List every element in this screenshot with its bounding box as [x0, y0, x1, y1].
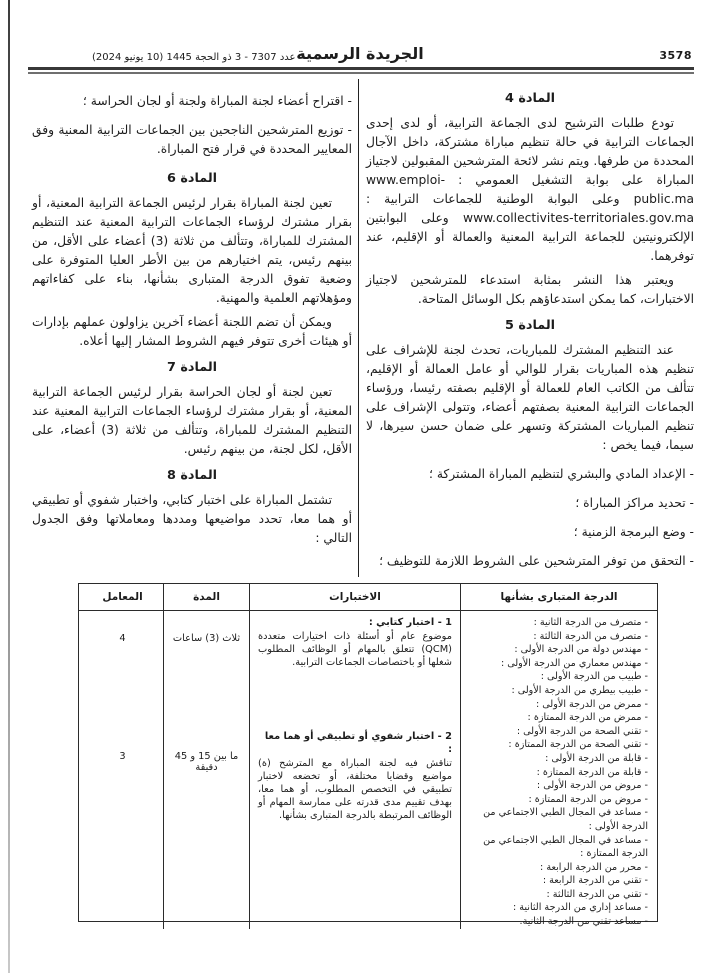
grade-line: - مهندس معماري من الدرجة الأولى :: [500, 657, 648, 669]
grade-line: - مساعد تقني من الدرجة الثانية.: [519, 916, 648, 928]
gazette-title: الجريدة الرسمية: [296, 44, 424, 63]
scan-edge-line: [8, 0, 10, 973]
tests-cell: [249, 611, 460, 929]
article-4-paragraph-1: تودع طلبات الترشيح لدى الجماعة الترابية، أو لدى إحدى الجماعات الترابية في حالة تنظيم مباراة مشتركة، داخل الآجال المحددة من طرفها. ويتم نشر لائحة المترشحين المقبولين لاجتياز المباراة على بوابة التشغيل العمومي : www.emploi-public.ma وعلى البوابة الوطنية للجماعات الترابية : www.collectivites-territoriales.gov.ma وعلى البوابتين الإلكترونيتين للجماعة الترابية المعنية والعمالة أو الإقليم، عند توفرهما.: [366, 116, 694, 263]
written-test-description: موضوع عام أو أسئلة ذات اختيارات متعددة (QCM) تتعلق بالمهام أو الوظائف المطلوب شغلها أو باختصاصات الجماعات الترابية.: [258, 631, 452, 669]
duration-written: ثلاث (3) ساعات: [172, 633, 241, 644]
list-item: - تحديد مراكز المباراة ؛: [575, 496, 694, 510]
article-6-paragraph-2: ويمكن أن تضم اللجنة أعضاء آخرين يزاولون عملهم بإدارات أو هيئات أخرى تتوفر فيهم الشروط المشار إليها أعلاه.: [32, 315, 352, 348]
grade-line: - مساعد إداري من الدرجة الثانية :: [512, 902, 648, 914]
article-5-paragraph-1: عند التنظيم المشترك للمباريات، تحدث لجنة للإشراف على تنظيم هذه المباريات بقرار للوالي أو عامل العمالة أو الإقليم، تتألف من الكاتب العام للعمالة أو الإقليم بصفته رئيسا، ورؤساء الجماعات الترابية المعنية بصفتهم أعضاء، وتتولى الإشراف على تنظيم المباريات المشتركة وتسهر على ضمان حسن سيرها، لا سيما، فيما يخص :: [366, 343, 694, 452]
article-8-heading: المادة 8: [166, 468, 218, 483]
oral-test-block: [258, 730, 452, 823]
grade-line: - تقني الصحة من الدرجة الممتازة :: [508, 739, 648, 751]
grade-line: - قابلة من الدرجة الأولى :: [545, 752, 648, 764]
grade-line: - تقني من الدرجة الثالثة :: [546, 888, 648, 900]
grade-line: - مهندس دولة من الدرجة الأولى :: [514, 644, 648, 656]
oral-test-description: تناقش فيه لجنة المباراة مع المترشح (ة) مواضيع وقضايا مختلفة، أو تخضعه لاختبار تطبيقي في التخصص المطلوب، أو هما معا، بهدف تقييم مدى قدرته على ممارسة المهام أو الوظائف المرتبطة بالدرجة المتبارى بشأنها.: [258, 757, 452, 822]
article-4-heading: المادة 4: [504, 91, 556, 106]
list-item: - توزيع المترشحين الناجحين بين الجماعات الترابية المعنية وفق المعايير المحددة في قرار فتح المباراة.: [32, 123, 352, 156]
table-header-row: [79, 584, 657, 611]
written-test-title: 1 - اختبار كتابي :: [368, 617, 452, 628]
header-rule: [28, 67, 694, 74]
table-header-grade: الدرجة المتبارى بشأنها: [460, 584, 657, 610]
written-test-block: [258, 616, 452, 670]
grades-cell: [460, 611, 657, 929]
grade-line: - قابلة من الدرجة الممتازة :: [536, 766, 648, 778]
column-left: [32, 82, 352, 553]
grade-line: - طبيب من الدرجة الأولى :: [540, 671, 648, 683]
coefficient-cell: [82, 611, 163, 929]
article-6-paragraph-1: تعين لجنة المباراة بقرار لرئيس الجماعة الترابية المعنية، أو بقرار مشترك لرؤساء الجماعات الترابية المعنية عند التنظيم المشترك للمباراة، وتتألف من ثلاثة (3) أعضاء على الأقل، من بينهم رئيس، يتم اختيارهم من بين الأطر العليا المتوفرة على وضعية تفوق الدرجة المتبارى بشأنها، بناء على كفاءاتهم ومؤهلاتهم العلمية والمهنية.: [32, 196, 352, 305]
coefficient-oral: 3: [119, 751, 126, 762]
table-header-coefficient: المعامل: [102, 591, 143, 603]
article-4-paragraph-2: ويعتبر هذا النشر بمثابة استدعاء للمترشحين لاجتياز الاختبارات، كما يمكن استدعاؤهم بكل الوسائل المتاحة.: [366, 273, 694, 306]
oral-test-title: 2 - اختبار شفوي أو تطبيقي أو هما معا :: [264, 730, 452, 755]
list-item: - وضع البرمجة الزمنية ؛: [573, 525, 694, 539]
coefficient-written: 4: [119, 633, 126, 644]
article-5-heading: المادة 5: [504, 318, 556, 333]
grade-line: - تقني من الدرجة الرابعة :: [542, 875, 648, 887]
list-item: - التحقق من توفر المترشحين على الشروط اللازمة للتوظيف ؛: [379, 554, 694, 568]
grade-line: - ممرض من الدرجة الأولى :: [536, 698, 648, 710]
list-item: - الإعداد المادي والبشري لتنظيم المباراة المشتركة ؛: [429, 467, 694, 481]
grade-line: - متصرف من الدرجة الثالثة :: [533, 630, 648, 642]
article-7-paragraph-1: تعين لجنة أو لجان الحراسة بقرار لرئيس الجماعة الترابية المعنية، أو بقرار مشترك لرؤساء الجماعات الترابية المعنية عند التنظيم المشترك للمباراة، وتتألف من ثلاثة (3) أعضاء، على الأقل، لكل لجنة، من بينهم رئيس.: [32, 385, 352, 456]
grade-line: - طبيب بيطري من الدرجة الأولى :: [511, 684, 648, 696]
table-header-tests: الاختبارات: [249, 584, 460, 610]
article-8-paragraph-1: تشتمل المباراة على اختبار كتابي، واختبار شفوي أو تطبيقي أو هما معا، تحدد مواضيعها ومددها ومعاملاتها وفق الجدول التالي :: [32, 493, 352, 545]
grade-line: - مساعد في المجال الطبي الاجتماعي من الدرجة الممتازة :: [483, 834, 648, 860]
grade-line: - محرر من الدرجة الرابعة :: [540, 861, 648, 873]
grade-line: - تقني الصحة من الدرجة الأولى :: [516, 725, 648, 737]
article-6-heading: المادة 6: [166, 171, 218, 186]
duration-cell: [163, 611, 249, 929]
table-body-row: [79, 611, 657, 928]
grade-line: - ممرض من الدرجة الممتازة :: [527, 712, 648, 724]
table-header-duration: المدة: [163, 584, 249, 610]
column-divider: [358, 79, 359, 577]
grade-line: - مروض من الدرجة الأولى :: [536, 780, 648, 792]
continuation-list: [32, 92, 352, 159]
article-7-heading: المادة 7: [166, 360, 218, 375]
grade-line: - مروض من الدرجة الممتازة :: [528, 793, 648, 805]
article-5-list: [366, 465, 694, 571]
list-item: - اقتراح أعضاء لجنة المباراة ولجنة أو لجان الحراسة ؛: [82, 94, 352, 108]
page-number: 3578: [659, 49, 692, 62]
exams-table: [78, 583, 658, 928]
issue-info: عدد 7307 - 3 ذو الحجة 1445 (10 يونيو 2024): [92, 52, 296, 63]
grade-line: - مساعد في المجال الطبي الاجتماعي من الدرجة الأولى :: [483, 807, 648, 832]
grade-line: - متصرف من الدرجة الثانية :: [533, 617, 648, 628]
duration-oral: ما بين 15 و 45 دقيقة: [174, 751, 239, 773]
column-right: [366, 82, 694, 581]
